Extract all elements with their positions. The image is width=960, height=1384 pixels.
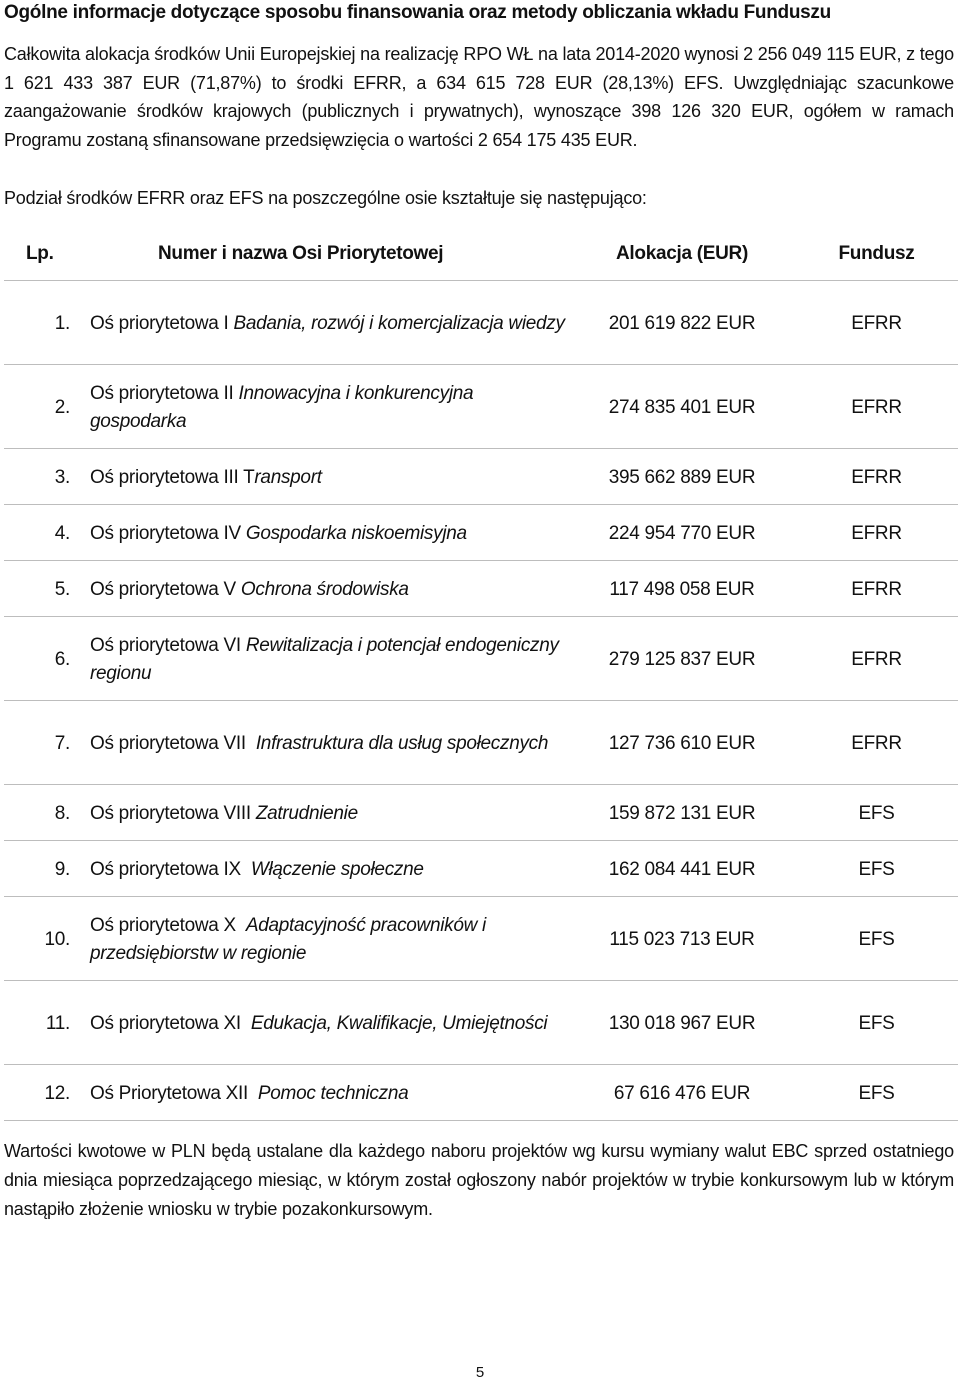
table-intro-text: Podział środków EFRR oraz EFS na poszczególne osie kształtuje się następująco: xyxy=(4,188,647,208)
allocation-value: 127 736 610 EUR xyxy=(569,704,795,785)
table-row xyxy=(4,1068,958,1121)
row-number: 2. xyxy=(4,368,82,449)
axis-title: Rewitalizacja i potencjał endogeniczny regionu xyxy=(90,635,559,684)
table-row xyxy=(4,900,958,981)
footer-paragraph: Wartości kwotowe w PLN będą ustalane dla każdego naboru projektów wg kursu wymiany walut EBC sprzed ostatniego dnia miesiąca poprzedzającego miesiąc, w którym został ogłoszony nabór projektów w trybie konkursowym lub w którym nastąpiło złożenie wniosku w trybie pozakonkursowym. xyxy=(4,1141,954,1219)
allocation-value: 67 616 476 EUR xyxy=(569,1068,795,1121)
priority-axes-table xyxy=(4,227,958,1121)
axis-title: Infrastruktura dla usług społecznych xyxy=(255,733,549,754)
fund-value: EFRR xyxy=(795,704,958,785)
axis-prefix: Oś priorytetowa VIII xyxy=(90,803,256,824)
table-body xyxy=(4,281,958,1121)
axis-name-cell xyxy=(82,452,569,505)
allocation-value: 201 619 822 EUR xyxy=(569,284,795,365)
axis-title: Włączenie społeczne xyxy=(250,859,424,880)
header-axis-name: Numer i nazwa Osi Priorytetowej xyxy=(82,227,569,281)
axis-prefix: Oś priorytetowa IV xyxy=(90,523,246,544)
axis-name-cell xyxy=(82,900,569,981)
axis-prefix: Oś priorytetowa VII xyxy=(90,733,256,754)
allocation-value: 279 125 837 EUR xyxy=(569,620,795,701)
axis-title: Zatrudnienie xyxy=(255,803,358,824)
axis-title: Ochrona środowiska xyxy=(240,579,409,600)
row-number: 10. xyxy=(4,900,82,981)
axis-prefix: Oś priorytetowa II xyxy=(90,383,239,404)
axis-name-cell xyxy=(82,1068,569,1121)
axis-name-cell xyxy=(82,508,569,561)
axis-prefix: Oś priorytetowa IX xyxy=(90,859,251,880)
row-number: 11. xyxy=(4,984,82,1065)
intro-paragraph: Całkowita alokacja środków Unii Europejskiej na realizację RPO WŁ na lata 2014-2020 wynosi 2 256 049 115 EUR, z tego 1 621 433 387 EUR (71,87%) to środki EFRR, a 634 615 728 EUR (28,13%) EFS. Uwzględniając szacunkowe zaangażowanie środków krajowych (publicznych i prywatnych), wynoszące 398 126 320 EUR, ogółem w ramach Programu zostaną sfinansowane przedsięwzięcia o wartości 2 654 175 435 EUR. xyxy=(4,44,954,150)
axis-title: Gospodarka niskoemisyjna xyxy=(245,523,467,544)
allocation-value: 115 023 713 EUR xyxy=(569,900,795,981)
fund-value: EFS xyxy=(795,984,958,1065)
row-number: 6. xyxy=(4,620,82,701)
row-number: 3. xyxy=(4,452,82,505)
table-row xyxy=(4,704,958,785)
axis-prefix: Oś priorytetowa I xyxy=(90,313,234,334)
fund-value: EFRR xyxy=(795,284,958,365)
row-number: 1. xyxy=(4,284,82,365)
axis-name-cell xyxy=(82,844,569,897)
page-number: 5 xyxy=(475,1364,485,1381)
axis-prefix: Oś priorytetowa III T xyxy=(90,467,255,488)
table-row xyxy=(4,368,958,449)
header-allocation: Alokacja (EUR) xyxy=(569,227,795,281)
axis-prefix: Oś priorytetowa X xyxy=(90,915,246,936)
axis-name-cell xyxy=(82,284,569,365)
fund-value: EFRR xyxy=(795,452,958,505)
allocation-value: 130 018 967 EUR xyxy=(569,984,795,1065)
fund-value: EFRR xyxy=(795,368,958,449)
axis-title: Badania, rozwój i komercjalizacja wiedzy xyxy=(233,313,565,334)
document-title: Ogólne informacje dotyczące sposobu finansowania oraz metody obliczania wkładu Funduszu xyxy=(4,2,831,23)
axis-prefix: Oś priorytetowa XI xyxy=(90,1013,251,1034)
axis-name-cell xyxy=(82,620,569,701)
allocation-value: 159 872 131 EUR xyxy=(569,788,795,841)
axis-prefix: Oś priorytetowa VI xyxy=(90,635,246,656)
fund-value: EFS xyxy=(795,844,958,897)
row-number: 9. xyxy=(4,844,82,897)
table-row xyxy=(4,788,958,841)
table-row xyxy=(4,564,958,617)
axis-name-cell xyxy=(82,788,569,841)
fund-value: EFS xyxy=(795,1068,958,1121)
allocation-value: 395 662 889 EUR xyxy=(569,452,795,505)
row-number: 8. xyxy=(4,788,82,841)
row-number: 7. xyxy=(4,704,82,785)
allocation-value: 224 954 770 EUR xyxy=(569,508,795,561)
axis-title: Adaptacyjność pracowników i przedsiębiorstw w regionie xyxy=(90,915,486,964)
header-fund: Fundusz xyxy=(795,227,958,281)
allocation-value: 162 084 441 EUR xyxy=(569,844,795,897)
axis-prefix: Oś Priorytetowa XII xyxy=(90,1083,258,1104)
axis-title: Pomoc techniczna xyxy=(257,1083,409,1104)
axis-title: Edukacja, Kwalifikacje, Umiejętności xyxy=(250,1013,548,1034)
axis-name-cell xyxy=(82,984,569,1065)
table-row xyxy=(4,984,958,1065)
axis-title: ransport xyxy=(254,467,322,488)
fund-value: EFRR xyxy=(795,620,958,701)
table-row xyxy=(4,452,958,505)
row-number: 4. xyxy=(4,508,82,561)
fund-value: EFRR xyxy=(795,508,958,561)
row-number: 5. xyxy=(4,564,82,617)
table-row xyxy=(4,284,958,365)
fund-value: EFS xyxy=(795,900,958,981)
axis-name-cell xyxy=(82,368,569,449)
axis-name-cell xyxy=(82,564,569,617)
table-row xyxy=(4,844,958,897)
header-lp: Lp. xyxy=(4,227,82,281)
axis-title: Innowacyjna i konkurencyjna gospodarka xyxy=(90,383,474,432)
fund-value: EFS xyxy=(795,788,958,841)
axis-prefix: Oś priorytetowa V xyxy=(90,579,241,600)
row-number: 12. xyxy=(4,1068,82,1121)
allocation-value: 274 835 401 EUR xyxy=(569,368,795,449)
allocation-value: 117 498 058 EUR xyxy=(569,564,795,617)
table-row xyxy=(4,620,958,701)
table-row xyxy=(4,508,958,561)
fund-value: EFRR xyxy=(795,564,958,617)
axis-name-cell xyxy=(82,704,569,785)
table-header-row xyxy=(4,227,958,281)
